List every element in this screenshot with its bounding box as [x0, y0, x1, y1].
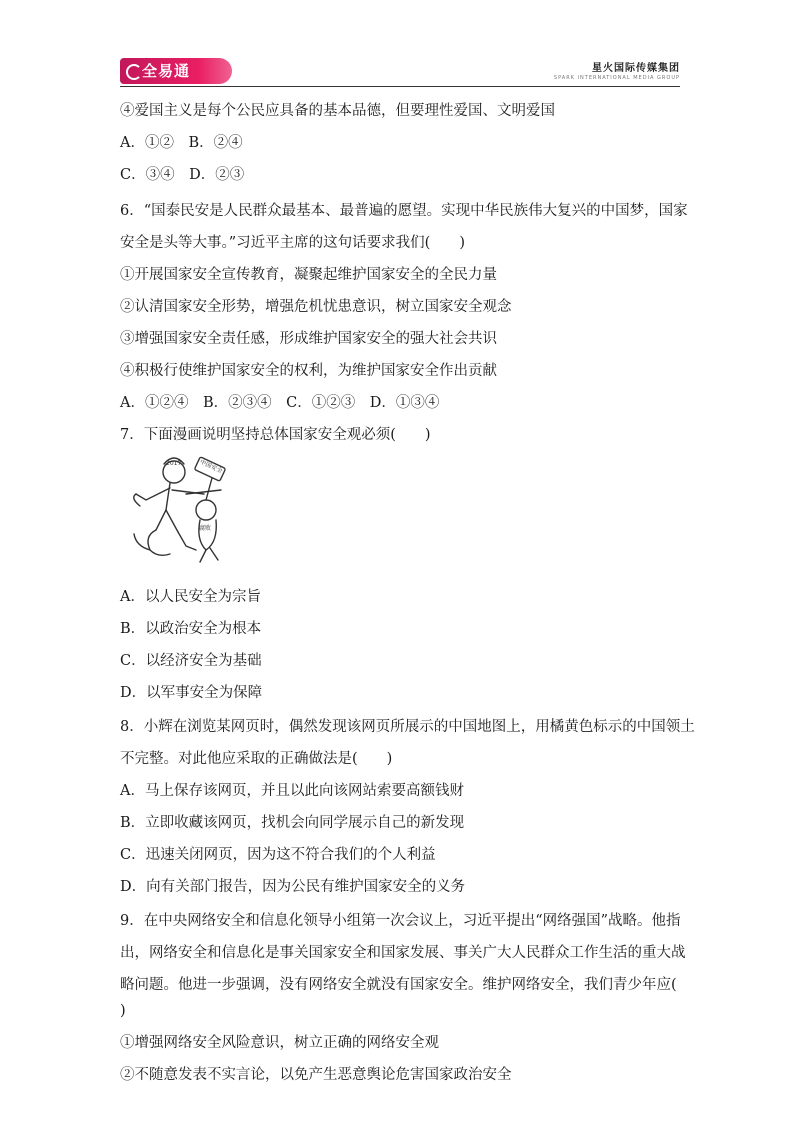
question-9-option: ②不随意发表不实言论，以免产生恶意舆论危害国家政治安全: [120, 1067, 512, 1083]
page-header: [120, 56, 680, 86]
cartoon-year-label: 2017: [166, 460, 182, 467]
question-7-stem: 7．下面漫画说明坚持总体国家安全观必须( ): [120, 427, 431, 443]
question-6-option: ①开展国家安全宣传教育，凝聚起维护国家安全的全民力量: [120, 267, 497, 283]
question-9-stem: ): [120, 1003, 126, 1019]
publisher-name: 星火国际传媒集团: [592, 63, 680, 74]
option-line: ④爱国主义是每个公民应具备的基本品德，但要理性爱国、文明爱国: [120, 103, 555, 119]
document-body: [120, 98, 695, 1088]
question-6-option: ②认清国家安全形势，增强危机忧患意识，树立国家安全观念: [120, 299, 512, 315]
question-9-stem: 9．在中央网络安全和信息化领导小组第一次会议上，习近平提出“网络强国”战略。他指: [120, 913, 681, 929]
question-7-option: A．以人民安全为宗旨: [120, 589, 261, 605]
question-8-stem: 8．小辉在浏览某网页时，偶然发现该网页所展示的中国地图上，用橘黄色标示的中国领土: [120, 719, 695, 735]
publisher-name-en: SPARK INTERNATIONAL MEDIA GROUP: [553, 75, 680, 81]
header-divider: [120, 86, 680, 87]
question-6-option: ③增强国家安全责任感，形成维护国家安全的强大社会共识: [120, 331, 497, 347]
question-6-stem: 安全是头等大事。”习近平主席的这句话要求我们( ): [120, 235, 465, 251]
question-6-option: ④积极行使维护国家安全的权利，为维护国家安全作出贡献: [120, 363, 497, 379]
question-7-option: C．以经济安全为基础: [120, 653, 262, 669]
question-6-choices: A．①②④ B．②③④ C．①②③ D．①③④: [120, 395, 440, 411]
question-8-option: D．向有关部门报告，因为公民有维护国家安全的义务: [120, 879, 466, 895]
question-7-option: B．以政治安全为根本: [120, 621, 262, 637]
brand-logo: 全易通: [120, 58, 232, 84]
publisher-brand: [554, 59, 680, 81]
question-7-option: D．以军事安全为保障: [120, 685, 263, 701]
cartoon-sign-label: 中国安全: [198, 458, 224, 475]
question-9-stem: 出，网络安全和信息化是事关国家安全和国家发展、事关广大人民群众工作生活的重大战: [120, 945, 686, 961]
cartoon-tag-label: 腐败: [199, 525, 212, 532]
cartoon-illustration: [126, 450, 246, 570]
question-6-stem: 6．“国泰民安是人民群众最基本、最普遍的愿望。实现中华民族伟大复兴的中国梦，国家: [120, 203, 688, 219]
answer-choices: C．③④ D．②③: [120, 167, 245, 183]
question-8-option: A．马上保存该网页，并且以此向该网站索要高额钱财: [120, 783, 464, 799]
question-9-stem: 略问题。他进一步强调，没有网络安全就没有国家安全。维护网络安全，我们青少年应(: [120, 977, 677, 993]
question-8-option: B．立即收藏该网页，找机会向同学展示自己的新发现: [120, 815, 465, 831]
question-9-option: ①增强网络安全风险意识，树立正确的网络安全观: [120, 1035, 439, 1051]
question-8-stem: 不完整。对此他应采取的正确做法是( ): [120, 751, 393, 767]
question-8-option: C．迅速关闭网页，因为这不符合我们的个人利益: [120, 847, 436, 863]
answer-choices: A．①② B．②④: [120, 135, 243, 151]
